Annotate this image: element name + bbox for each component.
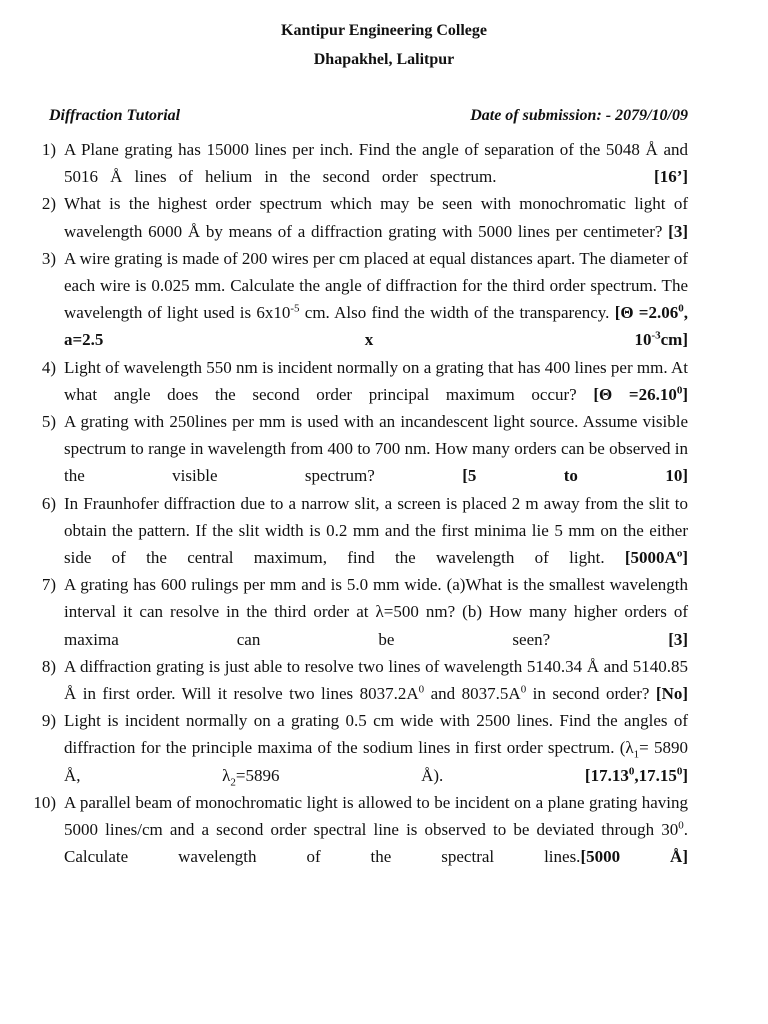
question-number: 10) [33, 792, 56, 812]
question-answer: $[\Theta =26.10^0]$ [593, 384, 688, 404]
tutorial-title: Diffraction Tutorial [49, 107, 181, 124]
question-item [0, 190, 768, 244]
question-text: What is the highest order spectrum which may be seen with monochromatic light of wavelength 6000 Å by means of a diffraction grating with 5000 lines per centimeter? [3] [64, 194, 688, 241]
question-item [0, 354, 768, 408]
question-text: A Plane grating has 15000 lines per inch. Find the angle of separation of the 5048 Å and 5016 Å lines of helium in the second order spectrum. [16’] [64, 140, 689, 187]
question-number: 7) [41, 575, 56, 595]
question-number: 4) [41, 357, 56, 377]
question-answer: [5 to 10] [462, 466, 689, 486]
question-item [0, 707, 768, 789]
question-item [0, 408, 768, 490]
question-item [0, 653, 768, 707]
question-text: A parallel beam of monochromatic light is allowed to be incident on a plane grating having 5000 lines/cm and a second order spectral line is observed to be deviated through $30^0$. Calculate wavelength of the spectral lines.[5000 Å] [64, 792, 688, 867]
submission-date: Date of submission: - 2079/10/09 [470, 107, 688, 124]
question-answer: $[5000A^o]$ [624, 547, 689, 568]
question-number: 2) [41, 194, 56, 214]
question-text: In Fraunhofer diffraction due to a narrow slit, a screen is placed 2 m away from the slit to obtain the pattern. If the slit width is 0.2 mm and the first minima lie 5 mm on the either side of the central maximum, find the wavelength of light. $[5000A^o]$ [64, 493, 689, 568]
question-item [0, 789, 768, 871]
question-number: 5) [41, 412, 56, 432]
question-item [0, 571, 768, 653]
question-answer: [3] [668, 221, 688, 241]
question-text: Light of wavelength 550 nm is incident normally on a grating that has 400 lines per mm. At what angle does the second order principal maximum occur? $[\Theta =26.10^0]$ [64, 357, 688, 404]
question-answer: [3] [668, 629, 689, 649]
question-number: 6) [41, 493, 56, 513]
question-answer: [No] [655, 684, 689, 704]
college-address: Dhapakhel, Lalitpur [313, 51, 455, 68]
question-text: A wire grating is made of 200 wires per cm placed at equal distances apart. The diameter of each wire is 0.025 mm. Calculate the angle of diffraction for the third order spectrum. The wavelength of light used is $6x10^{-5}$ cm. Also find the width of the transparency. [$\Theta =2.06^0$, a=2.5 x $10^{-3}cm$] [64, 248, 688, 350]
question-answer: [5000 Å] [580, 847, 688, 867]
question-number: 3) [41, 248, 56, 268]
question-number: 1) [41, 140, 56, 159]
question-item [0, 245, 768, 354]
college-name: Kantipur Engineering College [281, 22, 487, 39]
question-item [0, 136, 768, 190]
question-answer: [16’] [654, 167, 689, 187]
question-text: Light is incident normally on a grating 0.5 cm wide with 2500 lines. Find the angles of diffraction for the principle maxima of the sodium lines in first order spectrum. ($\lambda_1= 5890$ Å, $\lambda_2=5896$ Å). [17.13$^0$,17.15$^0$] [64, 711, 688, 789]
question-text: A grating with 250lines per mm is used with an incandescent light source. Assume visible spectrum to range in wavelength from 400 to 700 nm. How many orders can be observed in the visible spectrum? [5 to 10] [64, 412, 689, 486]
question-item [0, 490, 768, 572]
question-answer: [$\Theta =2.06^0$, a=2.5 x $10^{-3}cm$] [64, 302, 688, 350]
question-text: A diffraction grating is just able to resolve two lines of wavelength 5140.34 Å and 5140.85 Å in first order. Will it resolve two lines $8037.2A^0$ and $8037.5A^0$ in second order? [No] [64, 656, 689, 704]
question-answer: [17.13$^0$,17.15$^0$] [584, 765, 688, 785]
question-text: A grating has 600 rulings per mm and is 5.0 mm wide. (a)What is the smallest wavelength interval it can resolve in the third order at λ=500 nm? (b) How many higher orders of maxima can be seen? [3] [64, 575, 689, 649]
question-list [0, 136, 768, 870]
question-number: 8) [41, 656, 56, 676]
question-number: 9) [41, 711, 56, 731]
